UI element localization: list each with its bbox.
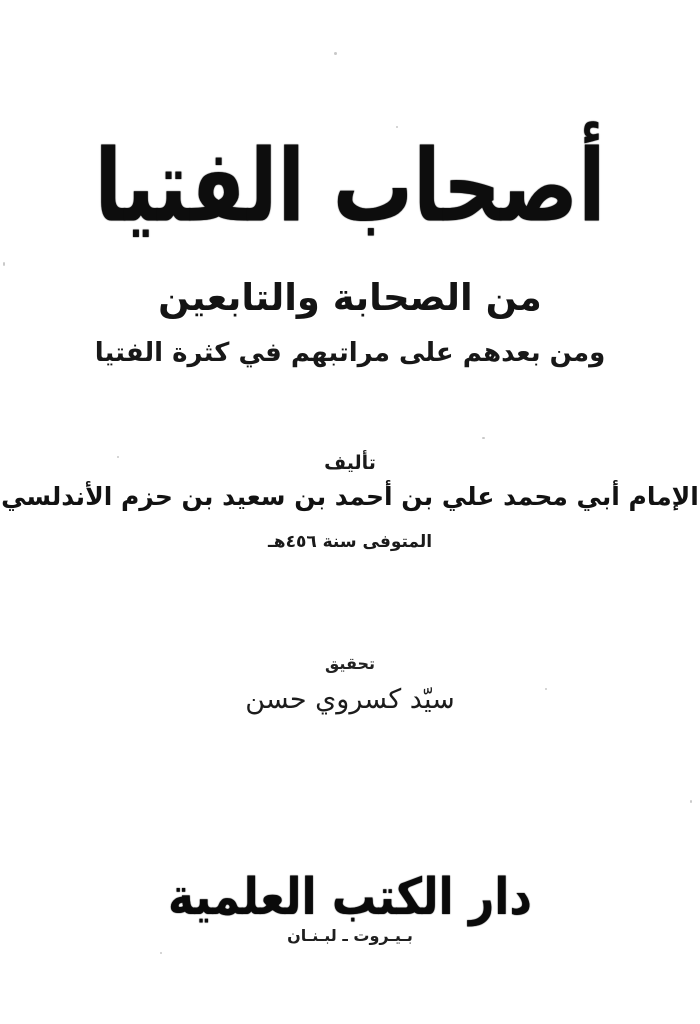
book-subtitle-first: من الصحابة والتابعين bbox=[158, 276, 542, 319]
scan-speck bbox=[3, 262, 5, 266]
scan-speck bbox=[545, 688, 547, 690]
scan-speck bbox=[690, 800, 692, 803]
book-main-title: أصحاب الفتيا bbox=[94, 128, 606, 245]
scan-speck bbox=[396, 126, 398, 128]
scan-speck bbox=[160, 952, 162, 954]
editor-label: تحقيق bbox=[324, 654, 375, 673]
author-name: الإمام أبي محمد علي بن أحمد بن سعيد بن حزم الأندلسي bbox=[1, 482, 699, 511]
scan-speck bbox=[334, 52, 337, 55]
editor-name: سيّد كسروي حسن bbox=[245, 684, 455, 715]
publisher-location: بـيـروت ـ لبـنـان bbox=[287, 926, 413, 945]
scan-speck bbox=[117, 456, 119, 458]
publisher-logo-text: دار الكتب العلمية bbox=[168, 868, 532, 927]
byline-label: تأليف bbox=[324, 452, 376, 474]
scan-speck bbox=[482, 437, 485, 439]
book-subtitle-second: ومن بعدهم على مراتبهم في كثرة الفتيا bbox=[94, 338, 606, 368]
author-death-date: المتوفى سنة ٤٥٦هـ bbox=[267, 532, 433, 552]
